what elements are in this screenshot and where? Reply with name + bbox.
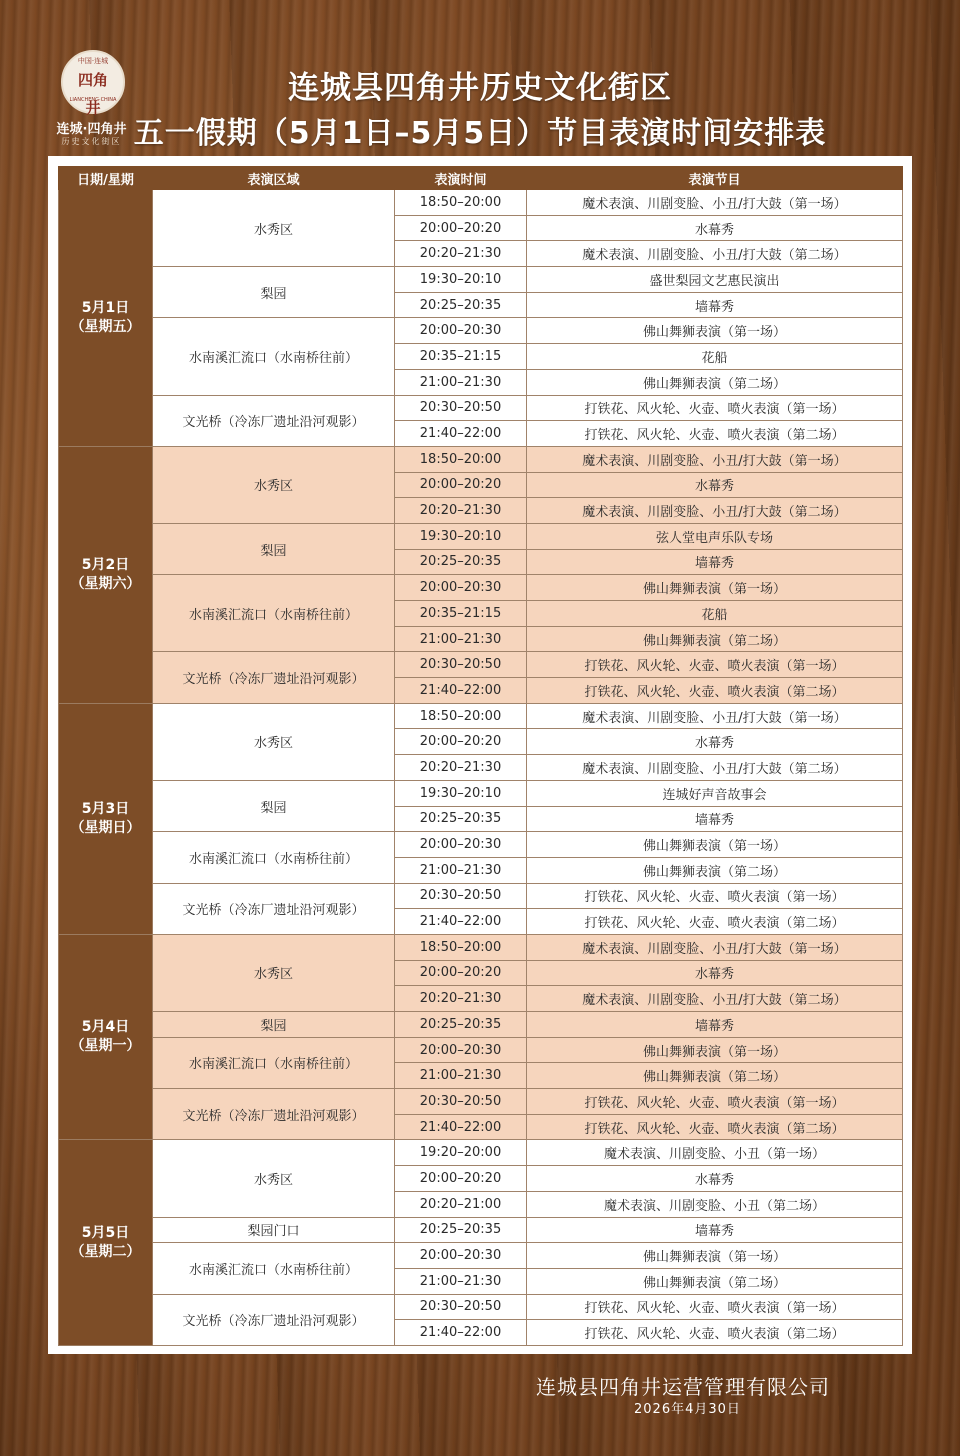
page-subtitle: 五一假期（5月1日–5月5日）节目表演时间安排表: [133, 116, 827, 151]
time-cell: 20:25–20:35: [395, 1012, 527, 1038]
program-cell: 打铁花、风火轮、火壶、喷火表演（第二场）: [527, 421, 903, 447]
table-row: [59, 1140, 903, 1166]
footer-date: 2026年4月30日: [634, 1402, 741, 1417]
program-cell: 水幕秀: [527, 215, 903, 241]
program-cell: 魔术表演、川剧变脸、小丑/打大鼓（第一场）: [527, 190, 903, 216]
time-cell: 20:00–20:20: [395, 1166, 527, 1192]
time-cell: 20:20–21:30: [395, 755, 527, 781]
time-cell: 21:00–21:30: [395, 369, 527, 395]
table-row: [59, 934, 903, 960]
time-cell: 20:20–21:30: [395, 986, 527, 1012]
date-cell: [59, 1140, 153, 1346]
table-row: [59, 652, 903, 678]
time-cell: 19:30–20:10: [395, 523, 527, 549]
table-row: [59, 1243, 903, 1269]
area-cell: 梨园: [153, 780, 395, 831]
area-cell: 文光桥（冷冻厂遗址沿河观影）: [153, 395, 395, 446]
program-cell: 水幕秀: [527, 960, 903, 986]
program-cell: 佛山舞狮表演（第二场）: [527, 626, 903, 652]
time-cell: 20:35–21:15: [395, 344, 527, 370]
table-row: [59, 575, 903, 601]
program-cell: 打铁花、风火轮、火壶、喷火表演（第二场）: [527, 909, 903, 935]
table-row: [59, 1089, 903, 1115]
area-cell: 水秀区: [153, 190, 395, 267]
time-cell: 19:30–20:10: [395, 780, 527, 806]
area-cell: 文光桥（冷冻厂遗址沿河观影）: [153, 883, 395, 934]
time-cell: 20:35–21:15: [395, 601, 527, 627]
area-cell: 水秀区: [153, 703, 395, 780]
program-cell: 佛山舞狮表演（第一场）: [527, 318, 903, 344]
program-cell: 佛山舞狮表演（第一场）: [527, 575, 903, 601]
weekday-label: （星期一）: [70, 1038, 141, 1055]
time-cell: 20:20–21:00: [395, 1191, 527, 1217]
time-cell: 21:00–21:30: [395, 857, 527, 883]
area-cell: 水南溪汇流口（水南桥往前）: [153, 318, 395, 395]
program-cell: 盛世梨园文艺惠民演出: [527, 267, 903, 293]
schedule-body: [59, 190, 903, 1346]
table-row: [59, 395, 903, 421]
table-row: [59, 318, 903, 344]
time-cell: 18:50–20:00: [395, 703, 527, 729]
weekday-label: （星期六）: [70, 575, 141, 592]
header-date: 日期/星期: [59, 167, 153, 190]
time-cell: 20:00–20:30: [395, 1037, 527, 1063]
logo-mark: 四角井: [77, 71, 108, 117]
program-cell: 打铁花、风火轮、火壶、喷火表演（第一场）: [527, 652, 903, 678]
time-cell: 19:20–20:00: [395, 1140, 527, 1166]
weekday-label: （星期日）: [70, 819, 141, 836]
program-cell: 魔术表演、川剧变脸、小丑（第二场）: [527, 1191, 903, 1217]
time-cell: 20:30–20:50: [395, 883, 527, 909]
time-cell: 21:40–22:00: [395, 678, 527, 704]
program-cell: 墙幕秀: [527, 549, 903, 575]
program-cell: 打铁花、风火轮、火壶、喷火表演（第二场）: [527, 1320, 903, 1346]
time-cell: 20:30–20:50: [395, 395, 527, 421]
time-cell: 20:00–20:30: [395, 318, 527, 344]
table-row: [59, 523, 903, 549]
program-cell: 魔术表演、川剧变脸、小丑/打大鼓（第二场）: [527, 986, 903, 1012]
time-cell: 18:50–20:00: [395, 934, 527, 960]
area-cell: 水南溪汇流口（水南桥往前）: [153, 1037, 395, 1088]
program-cell: 墙幕秀: [527, 292, 903, 318]
table-row: [59, 1037, 903, 1063]
date-label: 5月3日: [81, 800, 130, 817]
time-cell: 21:40–22:00: [395, 1320, 527, 1346]
program-cell: 墙幕秀: [527, 1217, 903, 1243]
page-title: 连城县四角井历史文化街区: [288, 70, 672, 106]
header-program: 表演节目: [527, 167, 903, 190]
program-cell: 佛山舞狮表演（第二场）: [527, 369, 903, 395]
time-cell: 20:00–20:20: [395, 960, 527, 986]
header-time: 表演时间: [395, 167, 527, 190]
time-cell: 20:00–20:20: [395, 215, 527, 241]
program-cell: 佛山舞狮表演（第一场）: [527, 1037, 903, 1063]
program-cell: 墙幕秀: [527, 1012, 903, 1038]
program-cell: 佛山舞狮表演（第一场）: [527, 832, 903, 858]
time-cell: 20:25–20:35: [395, 1217, 527, 1243]
program-cell: 佛山舞狮表演（第二场）: [527, 857, 903, 883]
logo-top-text: 中国·连城: [77, 57, 109, 65]
schedule-panel: [48, 156, 912, 1354]
area-cell: 水秀区: [153, 1140, 395, 1217]
time-cell: 20:00–20:30: [395, 575, 527, 601]
program-cell: 打铁花、风火轮、火壶、喷火表演（第二场）: [527, 1114, 903, 1140]
area-cell: 文光桥（冷冻厂遗址沿河观影）: [153, 652, 395, 703]
area-cell: 水秀区: [153, 934, 395, 1011]
time-cell: 21:40–22:00: [395, 1114, 527, 1140]
area-cell: 水南溪汇流口（水南桥往前）: [153, 832, 395, 883]
table-row: [59, 832, 903, 858]
time-cell: 20:00–20:20: [395, 729, 527, 755]
program-cell: 魔术表演、川剧变脸、小丑/打大鼓（第二场）: [527, 498, 903, 524]
date-label: 5月2日: [81, 556, 130, 573]
time-cell: 21:40–22:00: [395, 909, 527, 935]
area-cell: 梨园: [153, 523, 395, 574]
program-cell: 连城好声音故事会: [527, 780, 903, 806]
time-cell: 21:00–21:30: [395, 1063, 527, 1089]
program-cell: 花船: [527, 344, 903, 370]
logo-bottom-text: LIANCHENG·CHINA: [69, 97, 117, 103]
time-cell: 21:00–21:30: [395, 1268, 527, 1294]
table-row: [59, 1294, 903, 1320]
program-cell: 打铁花、风火轮、火壶、喷火表演（第一场）: [527, 1089, 903, 1115]
program-cell: 魔术表演、川剧变脸、小丑（第一场）: [527, 1140, 903, 1166]
program-cell: 佛山舞狮表演（第一场）: [527, 1243, 903, 1269]
area-cell: 梨园: [153, 267, 395, 318]
time-cell: 20:00–20:30: [395, 1243, 527, 1269]
table-row: [59, 883, 903, 909]
time-cell: 20:30–20:50: [395, 652, 527, 678]
table-row: [59, 267, 903, 293]
table-row: [59, 703, 903, 729]
date-cell: [59, 703, 153, 934]
table-row: [59, 1012, 903, 1038]
area-cell: 水秀区: [153, 446, 395, 523]
area-cell: 文光桥（冷冻厂遗址沿河观影）: [153, 1294, 395, 1345]
program-cell: 魔术表演、川剧变脸、小丑/打大鼓（第一场）: [527, 446, 903, 472]
program-cell: 打铁花、风火轮、火壶、喷火表演（第一场）: [527, 395, 903, 421]
date-label: 5月1日: [81, 299, 130, 316]
program-cell: 打铁花、风火轮、火壶、喷火表演（第一场）: [527, 1294, 903, 1320]
date-cell: [59, 934, 153, 1140]
time-cell: 21:40–22:00: [395, 421, 527, 447]
program-cell: 水幕秀: [527, 729, 903, 755]
area-cell: 水南溪汇流口（水南桥往前）: [153, 575, 395, 652]
program-cell: 水幕秀: [527, 472, 903, 498]
time-cell: 20:20–21:30: [395, 498, 527, 524]
program-cell: 魔术表演、川剧变脸、小丑/打大鼓（第一场）: [527, 703, 903, 729]
time-cell: 19:30–20:10: [395, 267, 527, 293]
area-cell: 水南溪汇流口（水南桥往前）: [153, 1243, 395, 1294]
date-label: 5月5日: [81, 1224, 130, 1241]
footer-company: 连城县四角井运营管理有限公司: [536, 1375, 830, 1399]
time-cell: 20:25–20:35: [395, 549, 527, 575]
time-cell: 20:25–20:35: [395, 806, 527, 832]
schedule-table: [58, 166, 903, 1346]
time-cell: 20:20–21:30: [395, 241, 527, 267]
program-cell: 魔术表演、川剧变脸、小丑/打大鼓（第二场）: [527, 241, 903, 267]
table-row: [59, 446, 903, 472]
program-cell: 水幕秀: [527, 1166, 903, 1192]
time-cell: 20:00–20:30: [395, 832, 527, 858]
logo-name: 连城·四角井: [56, 122, 127, 137]
time-cell: 20:25–20:35: [395, 292, 527, 318]
program-cell: 魔术表演、川剧变脸、小丑/打大鼓（第一场）: [527, 934, 903, 960]
program-cell: 佛山舞狮表演（第二场）: [527, 1063, 903, 1089]
area-cell: 梨园: [153, 1012, 395, 1038]
program-cell: 花船: [527, 601, 903, 627]
date-label: 5月4日: [81, 1019, 130, 1036]
program-cell: 魔术表演、川剧变脸、小丑/打大鼓（第二场）: [527, 755, 903, 781]
time-cell: 20:30–20:50: [395, 1089, 527, 1115]
time-cell: 21:00–21:30: [395, 626, 527, 652]
time-cell: 20:00–20:20: [395, 472, 527, 498]
weekday-label: （星期五）: [70, 318, 141, 335]
table-row: [59, 780, 903, 806]
table-row: [59, 1217, 903, 1243]
time-cell: 20:30–20:50: [395, 1294, 527, 1320]
time-cell: 18:50–20:00: [395, 190, 527, 216]
time-cell: 18:50–20:00: [395, 446, 527, 472]
program-cell: 打铁花、风火轮、火壶、喷火表演（第二场）: [527, 678, 903, 704]
program-cell: 弦人堂电声乐队专场: [527, 523, 903, 549]
table-row: [59, 190, 903, 216]
program-cell: 打铁花、风火轮、火壶、喷火表演（第一场）: [527, 883, 903, 909]
logo-subtitle: 历史文化街区: [61, 137, 122, 146]
date-cell: [59, 190, 153, 447]
program-cell: 墙幕秀: [527, 806, 903, 832]
area-cell: 文光桥（冷冻厂遗址沿河观影）: [153, 1089, 395, 1140]
header-area: 表演区域: [153, 167, 395, 190]
weekday-label: （星期二）: [70, 1243, 141, 1260]
program-cell: 佛山舞狮表演（第二场）: [527, 1268, 903, 1294]
table-header-row: [59, 167, 903, 190]
area-cell: 梨园门口: [153, 1217, 395, 1243]
date-cell: [59, 446, 153, 703]
